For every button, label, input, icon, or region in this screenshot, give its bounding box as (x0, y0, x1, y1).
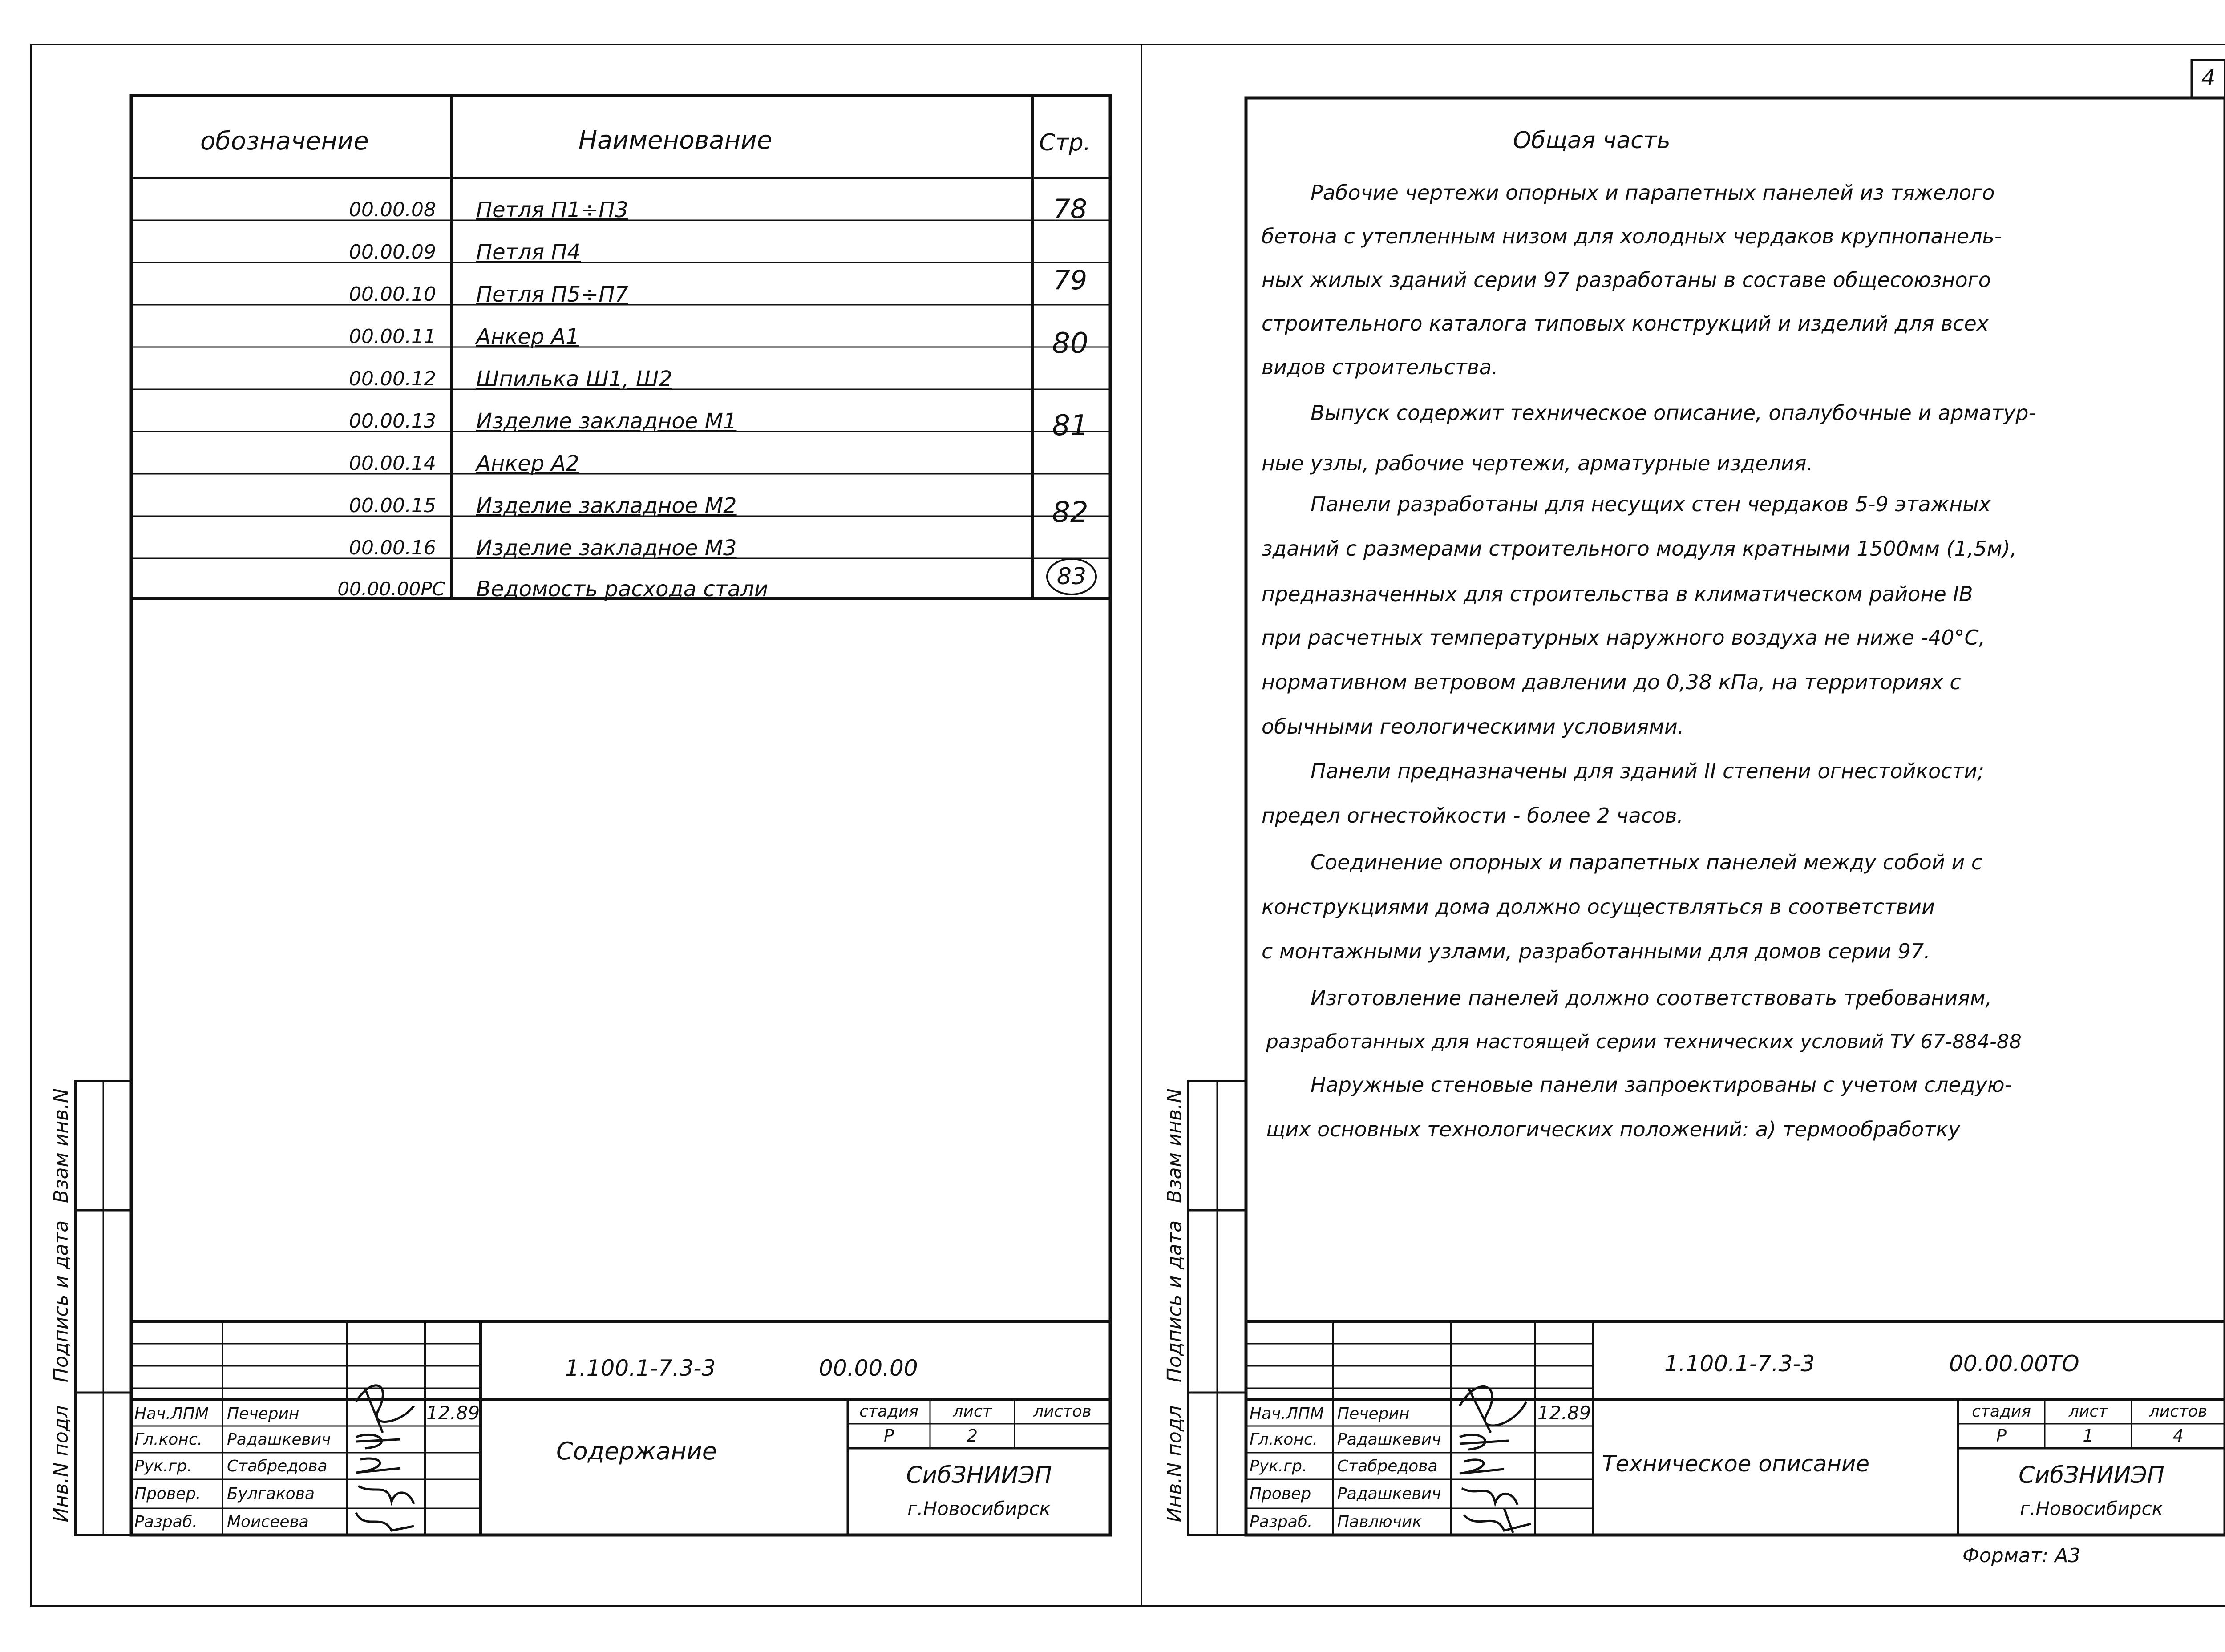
stamp-person: Булгакова (227, 1485, 315, 1503)
text-line: ных жилых зданий серии 97 разработаны в составе общесоюзного (1262, 268, 1991, 292)
row-code: 00.00.15 (349, 494, 436, 517)
side-label: Инв.N подл (1163, 1405, 1186, 1523)
signature-9-icon (1462, 1488, 1517, 1505)
row-code: 00.00.12 (349, 368, 436, 390)
org-city: г.Новосибирск (2020, 1498, 2163, 1519)
row-name: Изделие закладное М2 (476, 493, 737, 518)
signatures-right (1460, 1386, 1531, 1533)
page-number: 81 (1052, 409, 1088, 442)
stamp-person: Моисеева (227, 1513, 309, 1531)
sheets-header: листов (2149, 1402, 2208, 1421)
text-line: Выпуск содержит техническое описание, опалубочные и арматур- (1311, 401, 2036, 425)
row-name: Изделие закладное М3 (476, 536, 737, 561)
text-line: бетона с утепленным низом для холодных чердаков крупнопанель- (1262, 224, 2002, 248)
header-page: Стр. (1039, 129, 1091, 156)
stamp-person: Печерин (227, 1405, 299, 1423)
stamp-role: Рук.гр. (1250, 1457, 1307, 1475)
text-line: Рабочие чертежи опорных и парапетных панелей из тяжелого (1311, 181, 1995, 205)
org-city: г.Новосибирск (907, 1498, 1051, 1519)
stage-header: стадия (859, 1402, 918, 1421)
org-name: СибЗНИИЭП (2019, 1462, 2164, 1489)
row-code: 00.00.11 (349, 325, 436, 348)
stamp-date: 12.89 (426, 1402, 480, 1424)
row-name: Петля П1÷П3 (476, 198, 628, 222)
stage-value: Р (1996, 1426, 2007, 1446)
text-line: обычными геологическими условиями. (1262, 715, 1684, 739)
text-line: нормативном ветровом давлении до 0,38 кПа, на территориях с (1262, 670, 1961, 694)
row-name: Ведомость расхода стали (476, 577, 769, 602)
sheets-header: листов (1033, 1402, 1092, 1421)
signature-7-icon (1460, 1434, 1509, 1450)
text-line: Панели разработаны для несущих стен чердаков 5-9 этажных (1311, 492, 1991, 516)
side-label: Инв.N подл (50, 1405, 73, 1523)
stamp-role: Гл.конс. (1250, 1430, 1318, 1449)
text-line: конструкциями дома должно осуществляться в соответствии (1262, 895, 1935, 919)
sheets-value: 4 (2172, 1426, 2184, 1446)
row-code: 00.00.13 (349, 410, 436, 432)
row-name: Анкер А1 (476, 324, 579, 349)
row-name: Шпилька Ш1, Ш2 (476, 367, 672, 392)
text-line: зданий с размерами строительного модуля кратными 1500мм (1,5м), (1262, 537, 2017, 561)
side-label: Подпись и дата (1163, 1220, 1186, 1383)
doc-code: 1.100.1-7.3-3 (1664, 1351, 1815, 1377)
text-line: разработанных для настоящей серии технических условий ТУ 67-884-88 (1266, 1030, 2022, 1053)
side-label: Подпись и дата (50, 1220, 73, 1383)
stamp-role: Гл.конс. (134, 1430, 203, 1449)
stamp-person: Радашкевич (1337, 1485, 1441, 1503)
text-line: строительного каталога типовых конструкций и изделий для всех (1262, 311, 1989, 335)
page-number: 79 (1053, 265, 1088, 296)
stamp-person: Стабредова (227, 1457, 328, 1475)
text-line: видов строительства. (1262, 355, 1498, 379)
page-number: 78 (1053, 194, 1088, 225)
stamp-person: Печерин (1337, 1405, 1410, 1423)
sheet-number: 4 (2201, 65, 2216, 91)
doc-number: 00.00.00 (819, 1355, 918, 1381)
text-line: ные узлы, рабочие чертежи, арматурные изделия. (1262, 451, 1813, 475)
stamp-role: Разраб. (134, 1513, 198, 1531)
side-label: Взам инв.N (1163, 1088, 1186, 1203)
row-name: Петля П5÷П7 (476, 282, 628, 307)
row-name: Изделие закладное М1 (476, 409, 737, 434)
row-code: 00.00.00РС (337, 578, 445, 600)
page-number: 82 (1052, 496, 1088, 529)
org-name: СибЗНИИЭП (906, 1462, 1052, 1489)
text-line: с монтажными узлами, разработанными для домов серии 97. (1262, 939, 1930, 963)
sheet-header: лист (2068, 1402, 2108, 1421)
text-line: Соединение опорных и парапетных панелей между собой и с (1311, 850, 1983, 874)
text-line: при расчетных температурных наружного воздуха не ниже -40°С, (1262, 626, 1986, 650)
sheet-value: 2 (967, 1426, 978, 1446)
header-name: Наименование (578, 126, 773, 155)
doc-title: Техническое описание (1602, 1451, 1870, 1477)
stamp-role: Разраб. (1250, 1513, 1313, 1531)
text-line: предназначенных для строительства в климатическом районе IВ (1262, 582, 1973, 606)
row-name: Петля П4 (476, 240, 581, 265)
section-heading: Общая часть (1513, 127, 1671, 154)
text-line: предел огнестойкости - более 2 часов. (1262, 804, 1683, 828)
left-sheet-frame (76, 96, 1110, 1535)
stage-value: Р (884, 1426, 894, 1446)
stamp-person: Радашкевич (1337, 1430, 1441, 1449)
text-line: Наружные стеновые панели запроектированы с учетом следую- (1311, 1073, 2012, 1097)
format-label: Формат: А3 (1962, 1544, 2081, 1567)
row-code: 00.00.10 (349, 283, 436, 306)
stage-header: стадия (1972, 1402, 2031, 1421)
sheet-header: лист (953, 1402, 992, 1421)
row-code: 00.00.09 (349, 241, 436, 263)
row-code: 00.00.08 (349, 198, 436, 221)
text-line: Панели предназначены для зданий II степени огнестойкости; (1311, 759, 1984, 783)
stamp-role: Рук.гр. (134, 1457, 192, 1475)
sheet-value: 1 (2083, 1426, 2094, 1446)
side-label: Взам инв.N (50, 1088, 73, 1203)
signature-8-icon (1460, 1460, 1504, 1474)
stamp-person: Радашкевич (227, 1430, 331, 1449)
row-code: 00.00.16 (349, 537, 436, 559)
row-code: 00.00.14 (349, 452, 436, 475)
doc-title: Содержание (556, 1437, 717, 1465)
signature-5-icon (356, 1513, 414, 1531)
signature-3-icon (356, 1458, 400, 1473)
row-name: Анкер А2 (476, 451, 579, 476)
stamp-person: Стабредова (1337, 1457, 1438, 1475)
text-line: щих основных технологических положений: а) термообработку (1266, 1117, 1961, 1141)
stamp-role: Провер. (134, 1485, 201, 1503)
page-number: 80 (1052, 327, 1088, 360)
page-number-circled: 83 (1056, 563, 1087, 590)
header-code: обозначение (200, 127, 369, 156)
signature-10-icon (1464, 1508, 1531, 1533)
stamp-person: Павлючик (1337, 1513, 1422, 1531)
signature-4-icon (358, 1486, 414, 1504)
signature-2-icon (356, 1434, 400, 1448)
stamp-role: Провер (1250, 1485, 1311, 1503)
text-line: Изготовление панелей должно соответствовать требованиям, (1311, 986, 1992, 1010)
doc-number: 00.00.00ТО (1949, 1351, 2079, 1377)
doc-code: 1.100.1-7.3-3 (565, 1355, 716, 1381)
stamp-role: Нач.ЛПМ (1250, 1405, 1324, 1423)
stamp-role: Нач.ЛПМ (134, 1405, 209, 1423)
stamp-date: 12.89 (1537, 1402, 1591, 1424)
